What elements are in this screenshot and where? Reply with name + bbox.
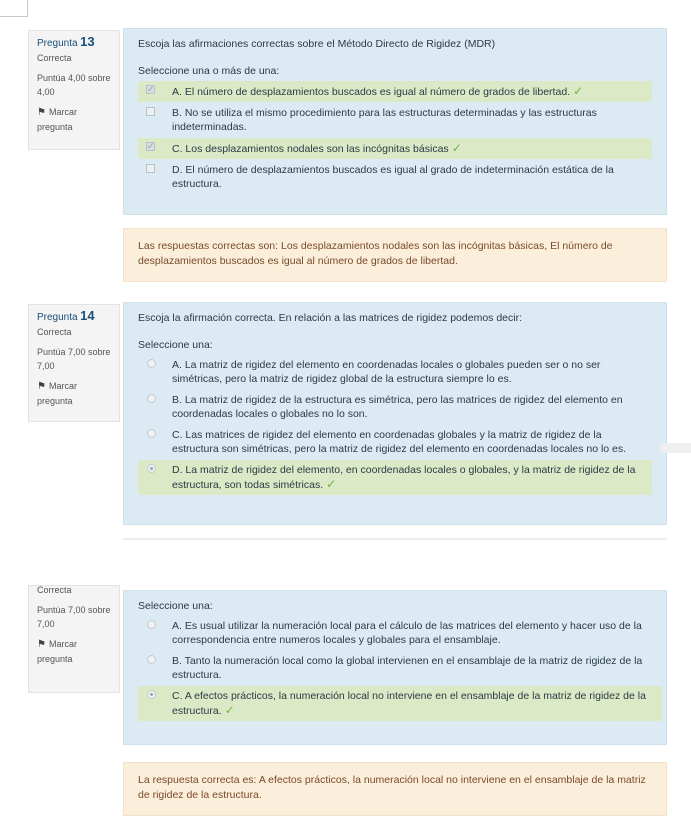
question-info-14 bbox=[28, 304, 120, 422]
answer-option[interactable] bbox=[138, 160, 652, 194]
option-text: A. El número de desplazamientos buscados es igual al número de grados de libertad. bbox=[172, 86, 571, 98]
question-content-15 bbox=[123, 590, 667, 745]
answer-prompt: Seleccione una: bbox=[138, 339, 213, 351]
flag-label: Marcar pregunta bbox=[37, 639, 77, 664]
flag-question-button[interactable] bbox=[37, 637, 113, 666]
question-number: 14 bbox=[80, 308, 95, 323]
feedback-15 bbox=[123, 762, 667, 816]
answer-prompt: Seleccione una o más de una: bbox=[138, 65, 280, 77]
question-grade: Puntúa 7,00 sobre 7,00 bbox=[37, 605, 111, 629]
question-info-13 bbox=[28, 30, 120, 150]
checkbox[interactable] bbox=[146, 107, 155, 116]
scroll-edge bbox=[660, 443, 691, 453]
flag-icon: ⚑ bbox=[37, 381, 46, 392]
flag-icon: ⚑ bbox=[37, 107, 46, 118]
radio-button[interactable] bbox=[147, 394, 156, 403]
option-text: B. Tanto la numeración local como la global intervienen en el ensamblaje de la matriz de rigidez de la estructura. bbox=[172, 655, 643, 681]
option-text: C. Las matrices de rigidez del elemento en coordenadas globales y la matriz de rigidez de la estructura son simétricas, pero la matriz de rigidez del elemento en coordenadas locales no lo es. bbox=[172, 429, 627, 455]
radio-button[interactable] bbox=[147, 620, 156, 629]
question-state: Correcta bbox=[37, 585, 72, 595]
answer-option[interactable] bbox=[138, 616, 662, 650]
radio-button[interactable] bbox=[147, 464, 156, 473]
checkbox[interactable] bbox=[146, 85, 155, 94]
flag-icon: ⚑ bbox=[37, 639, 46, 650]
divider bbox=[123, 538, 667, 540]
question-content-13 bbox=[123, 28, 667, 215]
answer-option[interactable] bbox=[138, 355, 652, 389]
question-label: Pregunta bbox=[37, 312, 78, 323]
radio-button[interactable] bbox=[147, 655, 156, 664]
answer-option[interactable] bbox=[138, 390, 652, 424]
check-mark-icon: ✓ bbox=[573, 84, 584, 98]
top-left-border bbox=[27, 0, 28, 17]
question-number: 13 bbox=[80, 34, 95, 49]
flag-question-button[interactable] bbox=[37, 379, 113, 408]
question-state: Correcta bbox=[37, 53, 72, 63]
option-text: C. Los desplazamientos nodales son las incógnitas básicas bbox=[172, 143, 449, 155]
checkbox[interactable] bbox=[146, 142, 155, 151]
flag-label: Marcar pregunta bbox=[37, 107, 77, 132]
question-info-15 bbox=[28, 585, 120, 693]
question-text: Escoja la afirmación correcta. En relación a las matrices de rigidez podemos decir: bbox=[138, 312, 523, 324]
answer-option[interactable] bbox=[138, 651, 662, 685]
answer-option[interactable] bbox=[138, 425, 652, 459]
question-content-14 bbox=[123, 302, 667, 525]
correct-answer-text: La respuesta correcta es: A efectos prácticos, la numeración local no interviene en el ensamblaje de la matriz de rigidez de la estructura. bbox=[138, 774, 646, 801]
radio-button[interactable] bbox=[147, 429, 156, 438]
option-text: C. A efectos prácticos, la numeración local no interviene en el ensamblaje de la matriz de rigidez de la estructura. bbox=[172, 690, 646, 717]
answer-option[interactable] bbox=[138, 138, 652, 159]
check-mark-icon: ✓ bbox=[326, 477, 337, 491]
check-mark-icon: ✓ bbox=[224, 703, 235, 717]
option-text: D. La matriz de rigidez del elemento, en coordenadas locales o globales, y la matriz de rigidez de la estructura, son todas simétricas. bbox=[172, 464, 636, 491]
checkbox[interactable] bbox=[146, 164, 155, 173]
question-grade: Puntúa 4,00 sobre 4,00 bbox=[37, 73, 111, 97]
check-mark-icon: ✓ bbox=[451, 141, 462, 155]
correct-answer-text: Las respuestas correctas son: Los desplazamientos nodales son las incógnitas básicas, El número de desplazamientos buscados es igual al número de grados de libertad. bbox=[138, 240, 613, 267]
option-text: D. El número de desplazamientos buscados es igual al grado de indeterminación estática de la estructura. bbox=[172, 164, 614, 190]
question-grade: Puntúa 7,00 sobre 7,00 bbox=[37, 347, 111, 371]
feedback-13 bbox=[123, 228, 667, 282]
flag-question-button[interactable] bbox=[37, 105, 113, 134]
answer-prompt: Seleccione una: bbox=[138, 600, 213, 612]
option-text: B. No se utiliza el mismo procedimiento para las estructuras determinadas y las estructuras indeterminadas. bbox=[172, 107, 597, 133]
answer-option[interactable] bbox=[138, 81, 652, 102]
answer-option[interactable] bbox=[138, 460, 652, 495]
radio-button[interactable] bbox=[147, 359, 156, 368]
question-label: Pregunta bbox=[37, 38, 78, 49]
answer-option[interactable] bbox=[138, 686, 662, 721]
top-left-border bbox=[0, 16, 27, 17]
option-text: B. La matriz de rigidez de la estructura es simétrica, pero las matrices de rigidez del elemento en coordenadas locales o globales no lo son. bbox=[172, 394, 623, 420]
option-text: A. Es usual utilizar la numeración local para el cálculo de las matrices del elemento y hacer uso de la correspondencia entre numeros locales y globales para el ensamblaje. bbox=[172, 620, 642, 646]
radio-button[interactable] bbox=[147, 690, 156, 699]
flag-label: Marcar pregunta bbox=[37, 381, 77, 406]
question-state: Correcta bbox=[37, 327, 72, 337]
option-text: A. La matriz de rigidez del elemento en coordenadas locales o globales pueden ser o no ser simétricas, pero la matriz de rigidez global de la estructura siempre lo es. bbox=[172, 359, 601, 385]
question-text: Escoja las afirmaciones correctas sobre el Método Directo de Rigidez (MDR) bbox=[138, 38, 496, 50]
answer-option[interactable] bbox=[138, 103, 652, 137]
